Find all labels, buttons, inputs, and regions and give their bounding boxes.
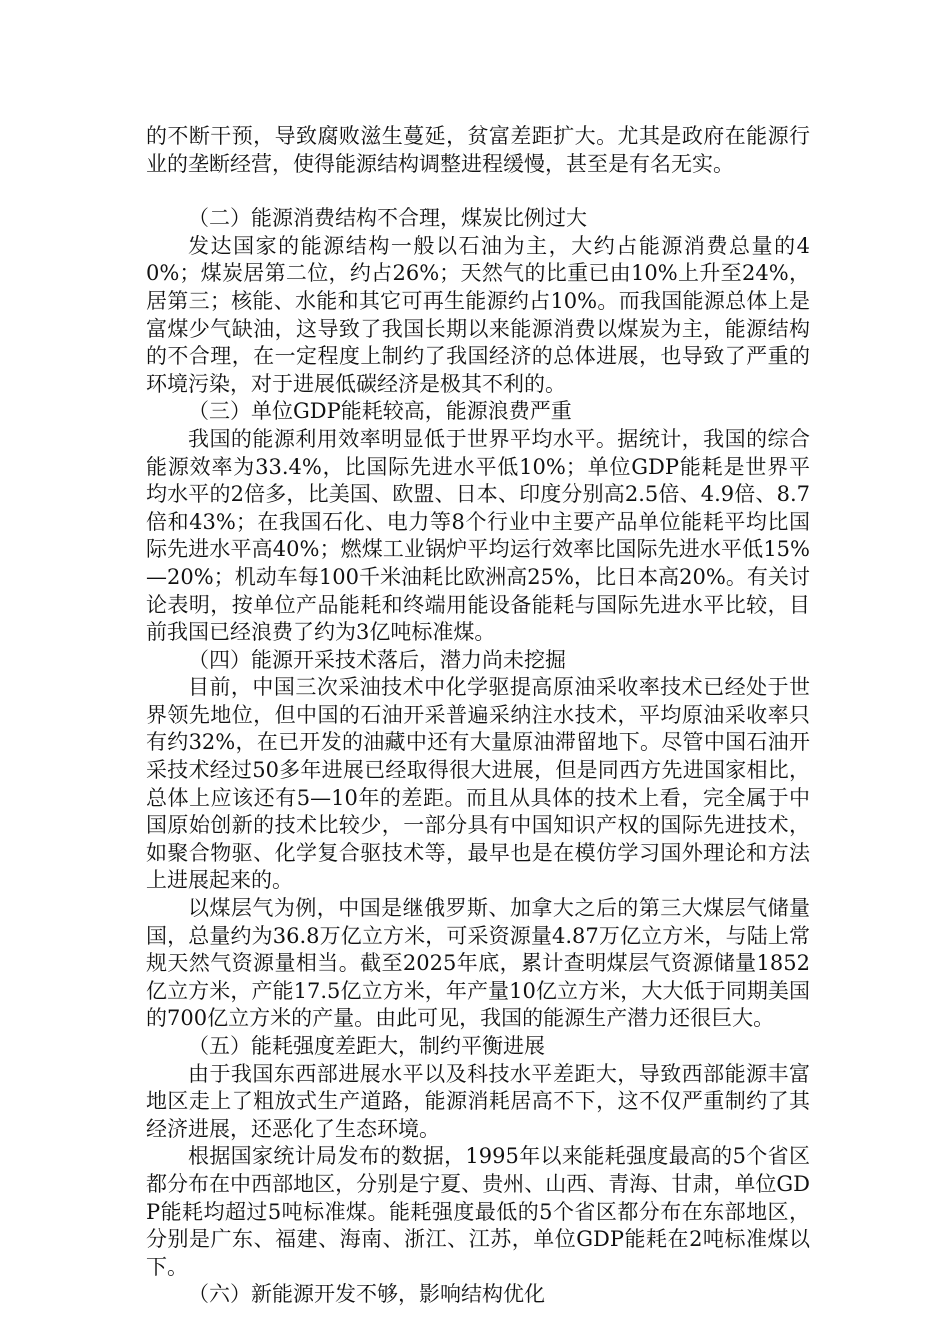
- paragraph-energy-efficiency: 我国的能源利用效率明显低于世界平均水平。据统计，我国的综合能源效率为33.4%，比国际先进水平低10%；单位GDP能耗是世界平均水平的2倍多，比美国、欧盟、日本、印度分别高2.5倍、4.9倍、8.7倍和43%；在我国石化、电力等8个行业中主要产品单位能耗平均比国际先进水平高40%；燃煤工业锅炉平均运行效率比国际先进水平低15%—20%；机动车每100千米油耗比欧洲高25%，比日本高20%。有关讨论表明，按单位产品能耗和终端用能设备能耗与国际先进水平比较，目前我国已经浪费了约为3亿吨标准煤。: [146, 426, 810, 645]
- section-heading-6: （六）新能源开发不够，影响结构优化: [188, 1282, 545, 1307]
- paragraph-continued: 的不断干预，导致腐败滋生蔓延，贫富差距扩大。尤其是政府在能源行业的垄断经营，使得能源结构调整进程缓慢，甚至是有名无实。: [146, 124, 810, 176]
- document-body: [146, 123, 810, 1309]
- section-heading-2: （二）能源消费结构不合理，煤炭比例过大: [188, 206, 587, 231]
- paragraph-coalbed-methane: 以煤层气为例，中国是继俄罗斯、加拿大之后的第三大煤层气储量国，总量约为36.8万亿立方米，可采资源量4.87万亿立方米，与陆上常规天然气资源量相当。截至2025年底，累计查明煤层气资源储量1852亿立方米，产能17.5亿立方米，年产量10亿立方米，大大低于同期美国的700亿立方米的产量。由此可见，我国的能源生产潜力还很巨大。: [146, 896, 810, 1031]
- paragraph-energy-structure: 发达国家的能源结构一般以石油为主，大约占能源消费总量的40%；煤炭居第二位，约占26%；天然气的比重已由10%上升至24%，居第三；核能、水能和其它可再生能源约占10%。而我国能源总体上是富煤少气缺油，这导致了我国长期以来能源消费以煤炭为主，能源结构的不合理，在一定程度上制约了我国经济的总体进展，也导致了严重的环境污染，对于进展低碳经济是极其不利的。: [146, 233, 810, 396]
- paragraph-regional-gap: 由于我国东西部进展水平以及科技水平差距大，导致西部能源丰富地区走上了粗放式生产道路，能源消耗居高不下，这不仅严重制约了其经济进展，还恶化了生态环境。: [146, 1061, 810, 1141]
- paragraph-extraction-tech: 目前，中国三次采油技术中化学驱提高原油采收率技术已经处于世界领先地位，但中国的石油开采普遍采纳注水技术，平均原油采收率只有约32%，在已开发的油藏中还有大量原油滞留地下。尽管中国石油开采技术经过50多年进展已经取得很大进展，但是同西方先进国家相比，总体上应该还有5—10年的差距。而且从具体的技术上看，完全属于中国原始创新的技术比较少，一部分具有中国知识产权的国际先进技术，如聚合物驱、化学复合驱技术等，最早也是在模仿学习国外理论和方法上进展起来的。: [146, 675, 810, 893]
- section-heading-3: （三）单位GDP能耗较高，能源浪费严重: [188, 399, 572, 424]
- section-heading-4: （四）能源开采技术落后，潜力尚未挖掘: [188, 647, 566, 672]
- paragraph-statistics: 根据国家统计局发布的数据，1995年以来能耗强度最高的5个省区都分布在中西部地区，分别是宁夏、贵州、山西、青海、甘肃，单位GDP能耗均超过5吨标准煤。能耗强度最低的5个省区都分布在东部地区，分别是广东、福建、海南、浙江、江苏，单位GDP能耗在2吨标准煤以下。: [146, 1144, 810, 1279]
- section-heading-5: （五）能耗强度差距大，制约平衡进展: [188, 1034, 545, 1058]
